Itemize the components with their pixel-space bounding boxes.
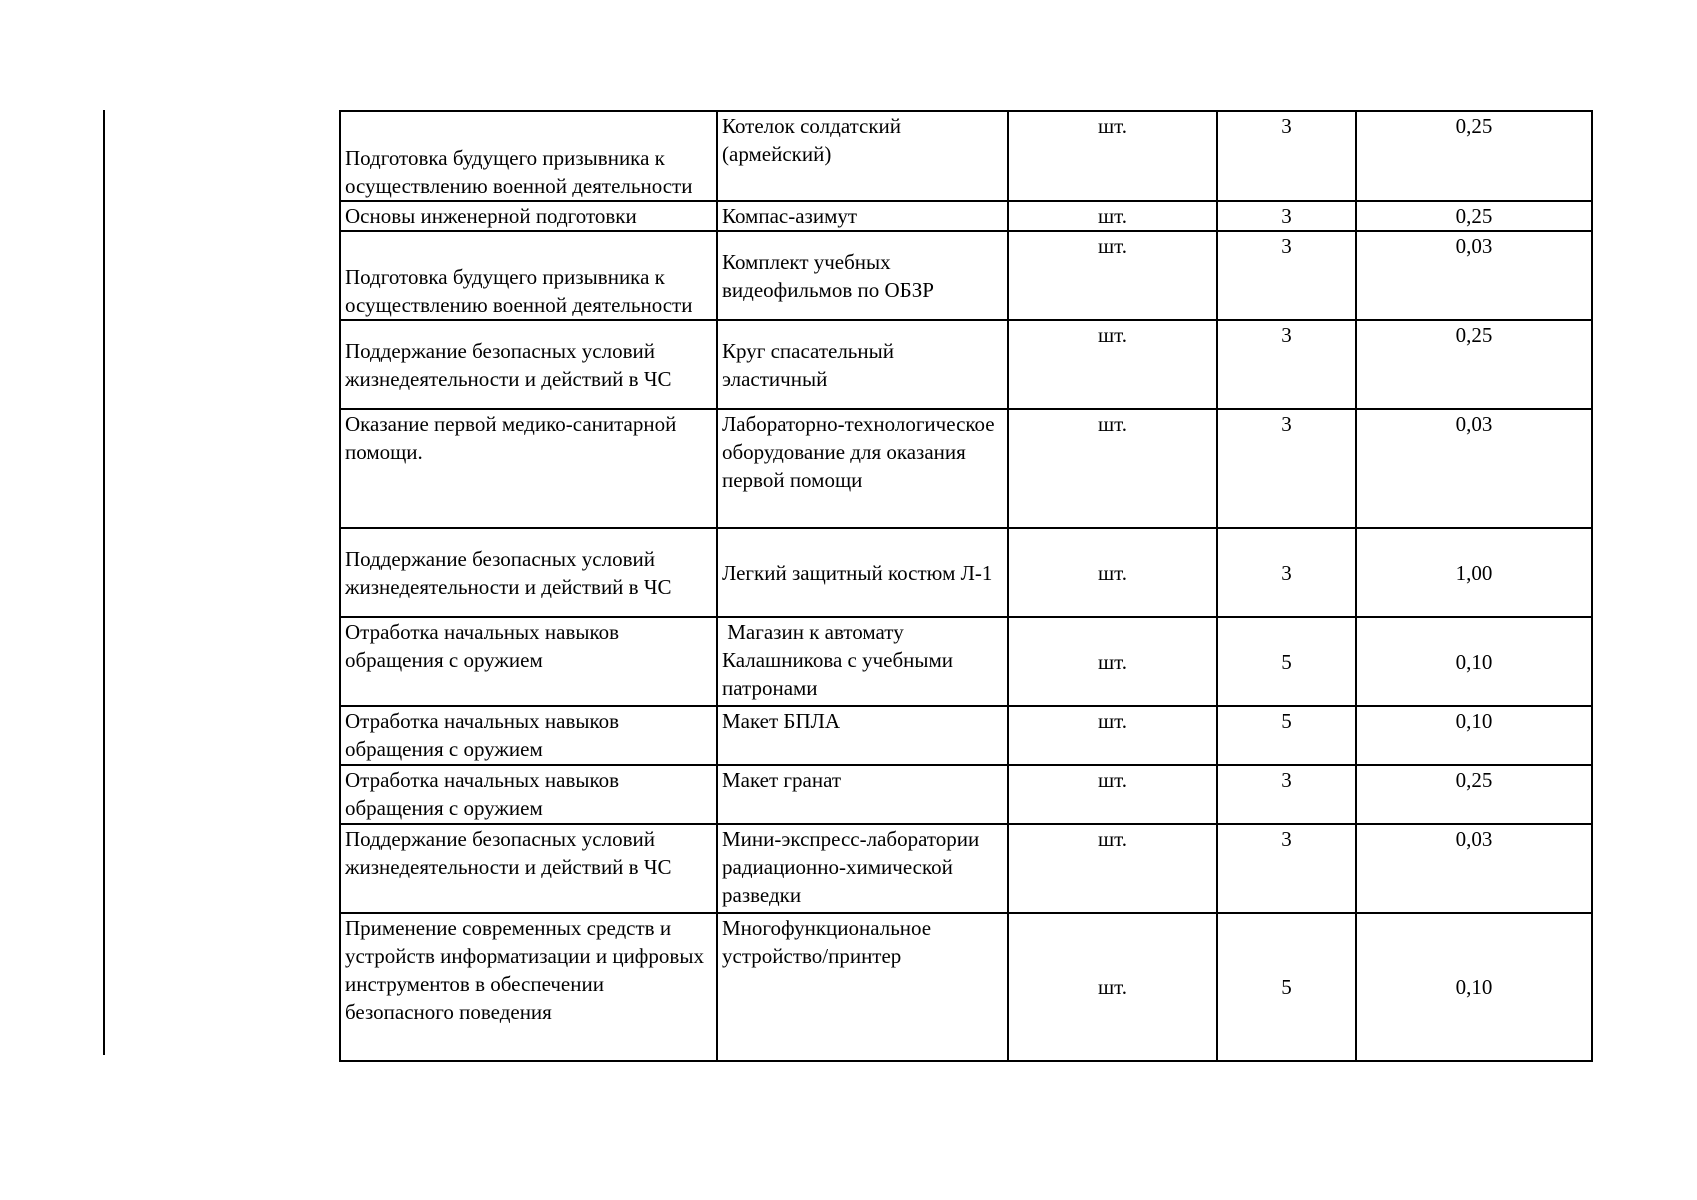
table-row [340, 201, 1592, 231]
table-row [340, 111, 1592, 201]
section-cell: Поддержание безопасных условий жизнедеятельности и действий в ЧС [340, 528, 717, 617]
left-margin-rule [103, 110, 105, 1055]
qty-cell: 5 [1217, 913, 1356, 1061]
unit-cell: шт. [1008, 528, 1217, 617]
section-cell: Подготовка будущего призывника к осуществлению военной деятельности [340, 231, 717, 320]
norm-cell: 0,03 [1356, 824, 1592, 913]
unit-cell: шт. [1008, 231, 1217, 320]
unit-cell: шт. [1008, 824, 1217, 913]
unit-cell: шт. [1008, 320, 1217, 409]
qty-cell: 3 [1217, 765, 1356, 824]
unit-cell: шт. [1008, 201, 1217, 231]
norm-cell: 0,03 [1356, 409, 1592, 528]
unit-cell: шт. [1008, 913, 1217, 1061]
section-cell: Отработка начальных навыков обращения с оружием [340, 706, 717, 765]
item-cell: Магазин к автомату Калашникова с учебными патронами [717, 617, 1008, 706]
item-cell: Макет БПЛА [717, 706, 1008, 765]
norm-cell: 0,25 [1356, 201, 1592, 231]
section-cell: Поддержание безопасных условий жизнедеятельности и действий в ЧС [340, 320, 717, 409]
table-row [340, 320, 1592, 409]
unit-cell: шт. [1008, 409, 1217, 528]
item-cell: Комплект учебных видеофильмов по ОБЗР [717, 231, 1008, 320]
norm-cell: 0,10 [1356, 617, 1592, 706]
unit-cell: шт. [1008, 617, 1217, 706]
table-row [340, 617, 1592, 706]
table-row [340, 824, 1592, 913]
section-cell: Применение современных средств и устройств информатизации и цифровых инструментов в обеспечении безопасного поведения [340, 913, 717, 1061]
section-cell: Основы инженерной подготовки [340, 201, 717, 231]
qty-cell: 3 [1217, 201, 1356, 231]
qty-cell: 3 [1217, 824, 1356, 913]
item-cell: Лабораторно-технологическое оборудование для оказания первой помощи [717, 409, 1008, 528]
table-row [340, 231, 1592, 320]
norm-cell: 0,10 [1356, 706, 1592, 765]
qty-cell: 5 [1217, 706, 1356, 765]
table-row [340, 528, 1592, 617]
norm-cell: 0,25 [1356, 765, 1592, 824]
norm-cell: 0,25 [1356, 111, 1592, 201]
equipment-table [339, 110, 1593, 1062]
norm-cell: 0,25 [1356, 320, 1592, 409]
unit-cell: шт. [1008, 765, 1217, 824]
section-cell: Отработка начальных навыков обращения с оружием [340, 765, 717, 824]
table-row [340, 706, 1592, 765]
item-cell: Котелок солдатский (армейский) [717, 111, 1008, 201]
qty-cell: 3 [1217, 111, 1356, 201]
table-row [340, 913, 1592, 1061]
unit-cell: шт. [1008, 111, 1217, 201]
norm-cell: 1,00 [1356, 528, 1592, 617]
unit-cell: шт. [1008, 706, 1217, 765]
item-cell: Компас-азимут [717, 201, 1008, 231]
qty-cell: 3 [1217, 409, 1356, 528]
item-cell: Многофункциональное устройство/принтер [717, 913, 1008, 1061]
section-cell: Отработка начальных навыков обращения с оружием [340, 617, 717, 706]
item-cell: Круг спасательный эластичный [717, 320, 1008, 409]
norm-cell: 0,03 [1356, 231, 1592, 320]
item-cell: Макет гранат [717, 765, 1008, 824]
qty-cell: 5 [1217, 617, 1356, 706]
section-cell: Оказание первой медико-санитарной помощи. [340, 409, 717, 528]
item-cell: Мини-экспресс-лаборатории радиационно-химической разведки [717, 824, 1008, 913]
norm-cell: 0,10 [1356, 913, 1592, 1061]
section-cell: Подготовка будущего призывника к осуществлению военной деятельности [340, 111, 717, 201]
qty-cell: 3 [1217, 528, 1356, 617]
item-cell: Легкий защитный костюм Л-1 [717, 528, 1008, 617]
table-row [340, 409, 1592, 528]
qty-cell: 3 [1217, 320, 1356, 409]
section-cell: Поддержание безопасных условий жизнедеятельности и действий в ЧС [340, 824, 717, 913]
qty-cell: 3 [1217, 231, 1356, 320]
table-row [340, 765, 1592, 824]
